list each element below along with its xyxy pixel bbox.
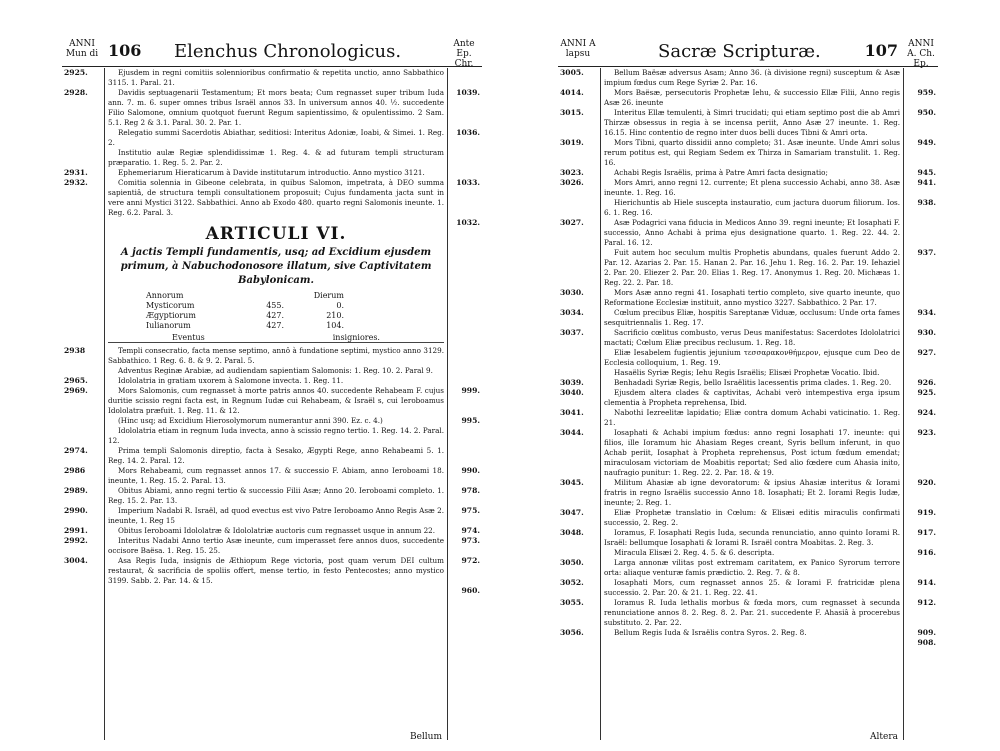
year-mundi: 3019. — [560, 138, 584, 147]
right-page-title: Sacræ Scripturæ. — [658, 41, 821, 62]
entry-text: Miracula Elisæi 2. Reg. 4. 5. & 6. descripta. — [614, 548, 775, 557]
year-mundi: 3004. — [64, 556, 88, 565]
year-mundi: 3030. — [560, 288, 584, 297]
entry-text: Achabi Regis Israëlis, prima à Patre Amri facta designatio; — [614, 168, 828, 177]
entry-text: Asa Regis Iuda, insignis de Æthiopum Rege victoria, post quam verum DEI cultum restaurat, & sacrificia de spoliis offert, mense tertio, in festo Pentecostes; anno mystico 3199. Sabb. 2. Par. 14. & 15. — [108, 556, 444, 585]
entry-text: Ioramus R. Iuda lethalis morbus & fœda mors, cum regnasset à secunda renunciatione annos 8. 2. Reg. 8. 2. Par. 21. succedente F. Ahasiâ à procerebus substituto. 2. Par. 22. — [604, 598, 900, 627]
chronology-entry — [604, 248, 900, 288]
left-catchword: Bellum — [409, 732, 442, 740]
article-title: ARTICULI VI. — [205, 224, 347, 244]
entry-text: Templi consecratio, facta mense septimo, annô à fundatione septimi, mystico anno 3129. Sabbathico. 1 Reg. 6. 8. & 9. 2. Paral. 5. — [108, 346, 444, 365]
chronology-entry — [604, 548, 900, 558]
right-year-column — [447, 68, 482, 740]
year-mundi: 3040. — [560, 388, 584, 397]
year-mundi: 2969. — [64, 386, 88, 395]
left-header-ante-ep-chr: Ante Ep. Chr. — [453, 39, 475, 69]
year-before-christ: 990. — [461, 466, 480, 475]
year-mundi: 3005. — [560, 68, 584, 77]
year-count-table — [146, 291, 444, 331]
year-before-christ: 999. — [461, 386, 480, 395]
year-mundi: 2928. — [64, 88, 88, 97]
year-before-christ: 919. — [917, 508, 936, 517]
right-page-body — [558, 68, 938, 740]
entry-text: Benhadadi Syriæ Regis, bello Israëlitis lacessentis prima clades. 1. Reg. 20. — [614, 378, 892, 387]
year-mundi: 2992. — [64, 536, 88, 545]
year-before-christ: 1039. — [456, 88, 480, 97]
entry-text: Mors Amri, anno regni 12. currente; Et plena successio Achabi, anno 38. Asæ ineunte. 1. Reg. 16. — [604, 178, 900, 197]
right-header-anni-a-lapsu: ANNI A lapsu — [560, 39, 596, 59]
year-before-christ: 1033. — [456, 178, 480, 187]
chronology-entry — [108, 426, 444, 446]
chronology-entry — [64, 346, 444, 366]
year-mundi: 2925. — [64, 68, 88, 77]
entry-text: Ephemeriarum Hieraticarum à Davide institutarum introductio. Anno mystico 3121. — [118, 168, 425, 177]
chronology-entry — [108, 366, 444, 376]
entry-text: Obitus Abiami, anno regni tertio & successio Filii Asæ; Anno 20. Ieroboami completo. 1. Reg. 15. 2. Par. 13. — [108, 486, 444, 505]
entry-text: Institutio aulæ Regiæ splendidissimæ 1. Reg. 4. & ad futuram templi structuram præparatio. 1. Reg. 5. 2. Par. 2. — [108, 148, 444, 167]
chronology-entry — [108, 416, 444, 426]
entry-text: Mors Salomonis, cum regnasset à morte patris annos 40. succedente Rehabeam F. cujus duritie scissio regni facta est, in Regnum Iudæ cui Rehabeam, & Israël s, cui Ieroboamus Idololatra præfuit. 1. Reg. 11. & 12. — [108, 386, 444, 415]
year-mundi: 3045. — [560, 478, 584, 487]
year-before-christ: 937. — [917, 248, 936, 257]
year-before-christ: 975. — [461, 506, 480, 515]
year-before-christ: 916. — [917, 548, 936, 557]
right-catchword: Altera — [870, 732, 898, 740]
entry-text: Asæ Podagrici vana fiducia in Medicos Anno 39. regni ineunte; Et Iosaphati F. successio, Anno Achabi à prima ejus designatione quarto. 1. Reg. 22. 44. 2. Paral. 16. 12. — [604, 218, 900, 247]
entry-text: Nabothi Iezreelitæ lapidatio; Eliæ contra domum Achabi vaticinatio. 1. Reg. 21. — [604, 408, 900, 427]
year-mundi: 2990. — [64, 506, 88, 515]
year-before-christ: 920. — [917, 478, 936, 487]
article-subtitle: A jactis Templi fundamentis, usq; ad Excidium ejusdem primum, à Nabuchodonosore illatum, sive Captivitatem Babylonicam. — [120, 247, 432, 286]
year-before-christ: 909. — [917, 628, 936, 637]
chronology-entry — [604, 348, 900, 368]
entry-text: (Hinc usq; ad Excidium Hierosolymorum numerantur anni 390. Ez. c. 4.) — [118, 416, 383, 425]
year-mundi: 2989. — [64, 486, 88, 495]
year-mundi: 2931. — [64, 168, 88, 177]
year-mundi: 3027. — [560, 218, 584, 227]
left-page-header — [62, 36, 482, 67]
table-row: Iulianorum 427. 104. — [146, 321, 344, 330]
entry-text: Comitia solennia in Gibeone celebrata, in quibus Salomon, impetrata, à DEO summa sapientiâ, de structura templi consultationem proposuit; Cujus fundamenta jacta sunt in vere anni Mystici 3122. Sabbathici. Anno ab Exodo 480. quarto regni Salomonis ineunte. 1. Reg. 6.2. Paral. 3. — [108, 178, 444, 217]
left-text-column — [64, 68, 480, 740]
entry-text: Hierichuntis ab Hiele suscepta instauratio, cum jactura duorum filiorum. Ios. 6. 1. Reg. 16. — [604, 198, 900, 217]
chronology-entry — [604, 198, 900, 218]
entry-text: Iosaphati & Achabi impium fœdus: anno regni Iosaphati 17. ineunte: qui filios, ille Ioramum hic Ahasiam Reges creant, Syris bellum inferunt, in quo Achab periit, Iosaphat à Propheta reprehensus, Post ictum fœdum emendat; miraculosam victoriam de Moabitis reportat; Sed alio fœdere cum Ahasia inito, naufragio punitur: 1. Reg. 22. 2. Par. 18. & 19. — [604, 428, 900, 477]
entries-before-article — [64, 68, 480, 227]
entry-text: Mors Baësæ, persecutoris Prophetæ Iehu, & successio Ellæ Filii, Anno regis Asæ 26. ineunte — [604, 88, 900, 107]
left-page-number: 106 — [108, 41, 142, 60]
year-before-christ: 960. — [461, 586, 480, 595]
entry-text: Idololatria in gratiam uxorem à Salomone invecta. 1. Reg. 11. — [118, 376, 344, 385]
entry-text: Bellum Regis Iuda & Israëlis contra Syros. 2. Reg. 8. — [614, 628, 807, 637]
entry-text: Fuit autem hoc seculum multis Prophetis abundans, quales fuerunt Addo 2. Par. 12. Azarias 2. Par. 15. Hanan 2. Par. 16. Jehu 1. Reg. 16. 2. Par. 19. Iehaziel 2. Par. 20. Eliezer 2. Par. 20. Elias 1. Reg. 17. Anonymus 1. Reg. 20. Michæas 1. Reg. 22. 2. Par. 18. — [604, 248, 900, 287]
year-mundi: 3023. — [560, 168, 584, 177]
year-before-christ: 995. — [461, 416, 480, 425]
left-page-title: Elenchus Chronologicus. — [174, 41, 402, 62]
entry-text: Eliæ Iesabelem fugientis jejunium τεσσαρακονθήμερον, ejusque cum Deo de Ecclesia colloquium, 1. Reg. 19. — [604, 348, 900, 367]
entry-text: Hasaëlis Syriæ Regis; Iehu Regis Israëlis; Elisæi Prophetæ Vocatio. Ibid. — [614, 368, 880, 377]
year-before-christ: 959. — [917, 88, 936, 97]
entry-text: Idololatria etiam in regnum Iuda invecta, anno à scissio regno tertio. 1. Reg. 14. 2. Paral. 12. — [108, 426, 444, 445]
table-row: Ægyptiorum 427. 210. — [146, 311, 344, 320]
year-mundi: 3050. — [560, 558, 584, 567]
year-mundi: 3047. — [560, 508, 584, 517]
year-before-christ: 949. — [917, 138, 936, 147]
year-mundi: 3055. — [560, 598, 584, 607]
year-before-christ: 925. — [917, 388, 936, 397]
table-rows — [146, 301, 444, 331]
table-row: Mysticorum 455. 0. — [146, 301, 344, 310]
entry-text: Larga annonæ vilitas post extremam caritatem, ex Panico Syrorum terrore orta: aliaque venturæ famis prædictio. 2. Reg. 7. & 8. — [604, 558, 900, 577]
entry-text: Adventus Reginæ Arabiæ, ad audiendam sapientiam Salomonis: 1. Reg. 10. 2. Paral 9. — [118, 366, 433, 375]
year-before-christ: 941. — [917, 178, 936, 187]
year-mundi: 3041. — [560, 408, 584, 417]
year-mundi: 3056. — [560, 628, 584, 637]
year-before-christ: 945. — [917, 168, 936, 177]
year-mundi: 2991. — [64, 526, 88, 535]
entry-text: Ioramus, F. Iosaphati Regis Iuda, secunda renunciatio, anno quinto Iorami R. Israël: bellumque Iosaphati & Iorami R. Israël contra Moabitas. 2. Reg. 3. — [604, 528, 900, 547]
year-mundi: 2965. — [64, 376, 88, 385]
year-mundi: 3052. — [560, 578, 584, 587]
year-mundi: 3039. — [560, 378, 584, 387]
eventus-heading: Eventus insigniores. — [108, 333, 444, 343]
left-page-body — [62, 68, 482, 740]
right-header-anni-a-ch-ep: ANNI A. Ch. Ep. — [907, 39, 935, 69]
year-mundi: 3048. — [560, 528, 584, 537]
year-before-christ: 972. — [461, 556, 480, 565]
entry-text: Cœlum precibus Eliæ, hospitis Sareptanæ Viduæ, occlusum: Unde orta fames sesquitriennalis 1. Reg. 17. — [604, 308, 900, 327]
right-entries — [560, 68, 936, 647]
entry-text: Ejusdem altera clades & captivitas, Achabi verò intempestiva erga ipsum clementia à Propheta reprehensa, Ibid. — [604, 388, 900, 407]
entry-text: Mors Tibni, quarto dissidii anno completo; 31. Asæ ineunte. Unde Amri solus rerum potitus est, qui Regiam Sedem ex Thirza in Samariam transtulit. 1. Reg. 16. — [604, 138, 900, 167]
right-page-header — [558, 36, 938, 67]
year-mundi: 3044. — [560, 428, 584, 437]
year-before-christ: 1036. — [456, 128, 480, 137]
year-before-christ: 912. — [917, 598, 936, 607]
entry-text: Interitus Ellæ temulenti, à Simri trucidati; qui etiam septimo post die ab Amri Thirzæ obsessus in regia à se incensa periit, Anno Asæ 27 ineunte. 1. Reg. 16.15. Hinc contentio de regno inter duos belli duces Tibni & Amri orta. — [604, 108, 900, 137]
entry-text: Relegatio summi Sacerdotis Abiathar, seditiosi: Interitus Adoniæ, Ioabi, & Simei. 1. Reg. 2. — [108, 128, 444, 147]
year-mundi: 4014. — [560, 88, 584, 97]
entry-text: Ejusdem in regni comitiis solennioribus confirmatio & repetita unctio, anno Sabbathico 3115. 1. Paral. 21. — [108, 68, 444, 87]
year-before-christ: 950. — [917, 108, 936, 117]
right-text-column — [560, 68, 936, 740]
right-page — [558, 36, 938, 740]
left-header-anni-mundi: ANNI Mun di — [65, 39, 99, 59]
chronology-entry — [560, 218, 936, 257]
year-mundi: 2938 — [64, 346, 86, 355]
year-before-christ: 1032. — [456, 218, 480, 227]
year-before-christ: 926. — [917, 378, 936, 387]
entry-text: Davidis septuagenarii Testamentum; Et mors beata; Cum regnasset super tribum Iuda ann. 7. m. 6. super omnes tribus Israël annos 33. In universum annos 40. ½. succedente Filio Salomone, omnium quotquot fuerunt Regum sapientissimo, & opulentissimo. 2 Sam. 5.1. Reg 2 & 3.1. Paral. 30. 2. Par. 1. — [108, 88, 444, 127]
chronology-entry — [108, 148, 444, 168]
year-mundi: 3015. — [560, 108, 584, 117]
left-page — [62, 36, 482, 740]
year-before-christ: 938. — [917, 198, 936, 207]
year-before-christ: 930. — [917, 328, 936, 337]
year-mundi: 3026. — [560, 178, 584, 187]
year-before-christ: 927. — [917, 348, 936, 357]
entry-text: Imperium Nadabi R. Israël, ad quod evectus est vivo Patre Ieroboamo Anno Regis Asæ 2. ineunte, 1. Reg 15 — [108, 506, 444, 525]
year-mundi: 2986 — [64, 466, 86, 475]
entry-text: Obitus Ieroboami Idololatræ & Idololatriæ auctoris cum regnasset usque in annum 22. — [118, 526, 436, 535]
entry-text: Mors Rehabeami, cum regnasset annos 17. & successio F. Abiam, anno Ieroboami 18. ineunte, 1. Reg. 15. 2. Paral. 13. — [108, 466, 444, 485]
year-mundi: 2932. — [64, 178, 88, 187]
entry-text: Bellum Baësæ adversus Asam; Anno 36. (à divisione regni) susceptum & Asæ impium fœdus cum Rege Syriæ 2. Par. 16. — [604, 68, 900, 87]
article-heading — [108, 224, 444, 288]
year-mundi: 2974. — [64, 446, 88, 455]
year-before-christ: 917. — [917, 528, 936, 537]
entry-text: Sacrificio cœlitus combusto, verus Deus manifestatus: Sacerdotes Idololatrici mactati; Cœlum Eliæ precibus reclusum. 1. Reg. 18. — [604, 328, 900, 347]
entry-text: Iosaphati Mors, cum regnasset annos 25. & Iorami F. fratricidæ plena successio. 2. Par. 20. & 21. 1. Reg. 22. 41. — [604, 578, 900, 597]
entry-text: Mors Asæ anno regni 41. Iosaphati tertio completo, sive quarto ineunte, quo Reformatione Ecclesiæ instituit, anno mystico 3227. Sabbathico. 2 Par. 17. — [604, 288, 900, 307]
entry-text: Interitus Nadabi Anno tertio Asæ ineunte, cum imperasset fere annos duos, succedente occisore Baësa. 1. Reg. 15. 25. — [108, 536, 444, 555]
entry-text: Eliæ Prophetæ translatio in Cœlum: & Elisæi editis miraculis confirmati successio, 2. Reg. 2. — [604, 508, 900, 527]
year-before-christ: 934. — [917, 308, 936, 317]
entry-text: Militum Ahasiæ ab igne devoratorum: & ipsius Ahasiæ interitus & Iorami fratris in regno Israëlis successio Anno 18. Iosaphati; Et 2. Iorami Regis Iudæ, ineunte; 2. Reg. 1. — [604, 478, 900, 507]
year-before-christ: 908. — [917, 638, 936, 647]
entry-text: Prima templi Salomonis direptio, facta à Sesako, Ægypti Rege, anno Rehabeami 5. 1. Reg. 14. 2. Paral. 12. — [108, 446, 444, 465]
year-before-christ: 924. — [917, 408, 936, 417]
year-mundi: 3034. — [560, 308, 584, 317]
year-mundi: 3037. — [560, 328, 584, 337]
chronology-entry — [108, 128, 444, 148]
year-before-christ: 978. — [461, 486, 480, 495]
year-before-christ: 974. — [461, 526, 480, 535]
entries-after-article — [64, 346, 480, 595]
right-page-number: 107 — [864, 41, 898, 60]
year-before-christ: 923. — [917, 428, 936, 437]
table-header-row: Annorum Dierum — [146, 291, 344, 300]
year-before-christ: 973. — [461, 536, 480, 545]
year-before-christ: 914. — [917, 578, 936, 587]
